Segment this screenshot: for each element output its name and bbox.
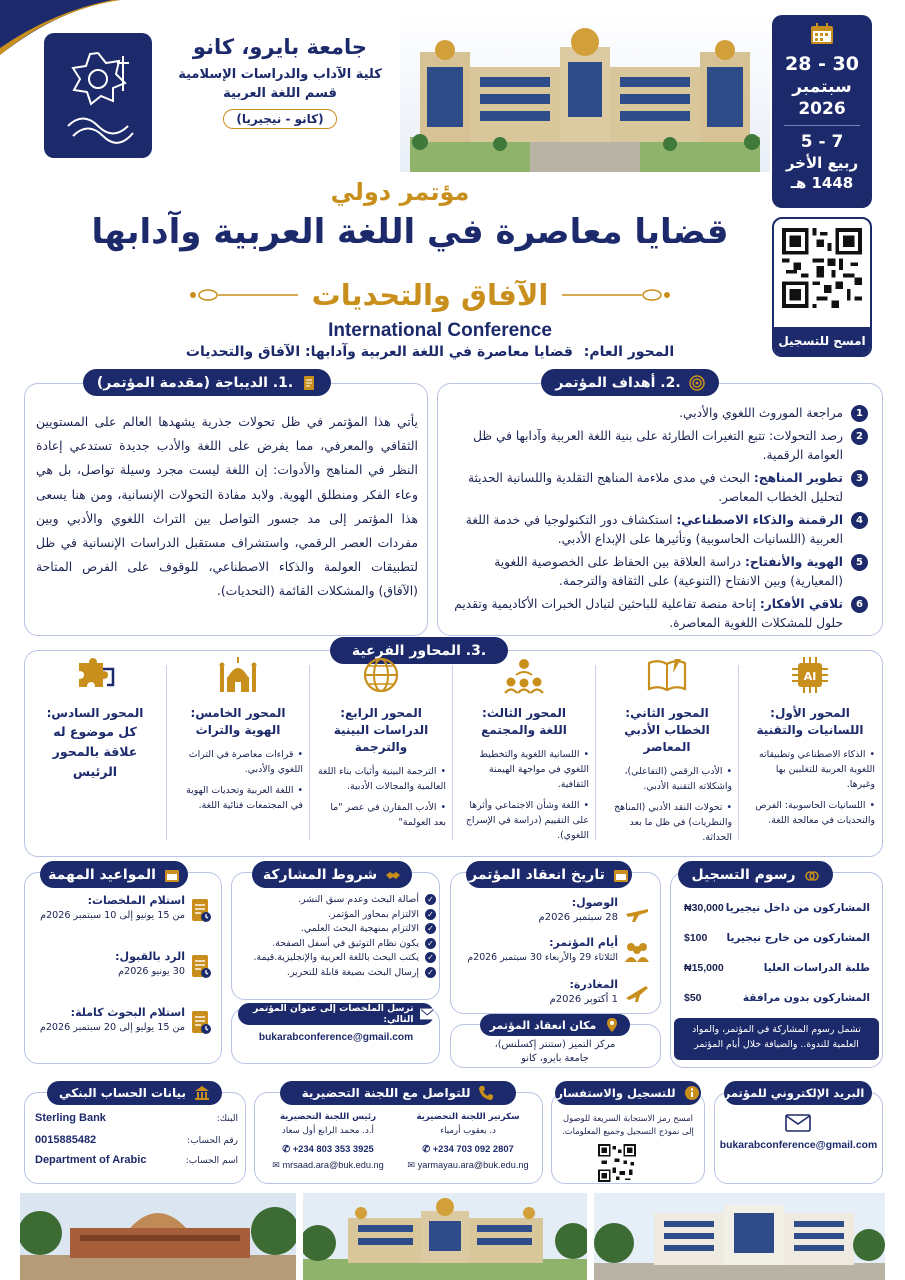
faculty-name: كلية الآداب والدراسات الإسلامية [178, 67, 382, 82]
airplane-departure-icon [624, 980, 650, 1006]
goal-text-wrap [446, 553, 843, 591]
secretary-email[interactable]: yarmayau.ara@buk.edu.ng [417, 1160, 529, 1170]
secretary-name: د. يعقوب أرمياء [440, 1126, 496, 1136]
venue-heading [480, 1014, 630, 1036]
email-heading-label: البريد الإلكتروني للمؤتمر [723, 1086, 865, 1100]
axis-number: المحور الثاني: [625, 706, 709, 720]
schedule-heading-label: تاريخ انعقاد المؤتمر [469, 866, 605, 883]
submission-email[interactable]: bukarabconference@gmail.com [258, 1032, 414, 1043]
goal-text: دراسة العلاقة بين الحفاظ على الخصوصية اللغوية (المعيارية) وبين الانفتاح (التنوعية) على الثقافة والترجمة. [494, 555, 843, 588]
axis-title: اللغة والمجتمع [481, 723, 567, 737]
deadline-document-icon [190, 1010, 212, 1036]
deadlines-heading-label: المواعيد المهمة [48, 866, 156, 883]
fee-amount: $100 [684, 932, 708, 944]
chair-phone[interactable]: +234 803 353 3925 [292, 1143, 374, 1154]
conference-subtitle: الآفاق والتحديات [311, 278, 549, 312]
axis-point: • اللغة العربية وتحديات الهوية في المجتمعات فنائية اللغة. [173, 783, 303, 813]
fee-label: طلبة الدراسات العليا [763, 962, 870, 974]
arrival-value: 28 سبتمبر 2026م [538, 912, 618, 923]
bank-heading [47, 1081, 222, 1105]
university-header [160, 35, 400, 129]
goal-text-wrap [679, 404, 843, 423]
axis-number: المحور الثالث: [482, 706, 566, 720]
axis-title: كل موضوع له علاقة بالمحور الرئيس [52, 724, 138, 779]
deadline-label: الرد بالقبول: [115, 950, 185, 963]
deadlines-heading [40, 861, 188, 888]
qr-scan-label: امسح للتسجيل [774, 327, 870, 355]
deadline-label: استلام الملخصات: [87, 894, 185, 907]
phone-icon [478, 1085, 494, 1101]
fees-heading-label: رسوم التسجيل [691, 866, 796, 883]
condition-text: أصالة البحث وعدم سبق النشر. [298, 894, 419, 905]
axis-item [602, 655, 732, 850]
hijri-days: 5 - 7 [800, 132, 844, 152]
venue-heading-label: مكان انعقاد المؤتمر [489, 1018, 597, 1032]
university-building-photo [303, 1193, 587, 1280]
axis-point: • الأدب الرقمي (التفاعلي)، واشكلاته التقنية الأدبي. [602, 764, 732, 794]
bank-name-value: Sterling Bank [35, 1112, 106, 1124]
check-icon: ✓ [425, 938, 436, 949]
conference-kicker: مؤتمر دولي [330, 178, 470, 206]
secretary-role: سكرتير اللجنة التحضيرية [416, 1112, 520, 1122]
calendar-icon [164, 867, 180, 883]
deadline-document-icon [190, 898, 212, 924]
intro-paragraph: يأتي هذا المؤتمر في ظل تحولات جذرية يشهدها العالم على المستويين الثقافي والمعرفي، مما يفرض على اللغة والأدب جديدة تستدعي إعادة النظر في المناهج والأدوات: إن اللغة ليست مجرد وسيلة تواصل، بل هي وعاء الفكر ومنطلق الهوية. ولابد مفادة التحولات الإنسانية، ومن هنا يسعى هذا المؤتمر إلى مد جسور التواصل بين التراث اللغوي والأدبي وبين مفردات العصر الرقمي، واستشراف مستقبل الدراسات الإنسانية في ظل لتطبيقات العولمة والذكاء الاصطناعي، للوقوف على الفرص المتاحة (الآفاق) والمشكلات القائمة (التحديات). [36, 414, 418, 599]
axis-point: • الترجمة البينية وأثيات بناء اللغة العالمية والمجالات الأدبية. [316, 764, 446, 794]
target-icon [689, 375, 705, 391]
goal-number: 5 [851, 554, 868, 571]
envelope-icon: ✉ [407, 1160, 418, 1170]
conference-dates-card [772, 15, 872, 208]
secretary-phone[interactable]: +234 703 092 2807 [432, 1143, 514, 1154]
goal-text-wrap [446, 427, 843, 465]
goal-number: 4 [851, 512, 868, 529]
goal-text: البحث في مدى ملاءمة المناهج التقلدية واللسانية الحديثة لتحليل الخطاب المعاصر. [467, 471, 843, 504]
fee-amount: ₦15,000 [684, 962, 724, 974]
fees-note-text: تشمل رسوم المشاركة في المؤتمر، والمواد العلمية للندوة.. والضيافة خلال أيام المؤتمر [692, 1024, 861, 1050]
svg-text:AI: AI [803, 670, 817, 683]
deadline-document-icon [190, 954, 212, 980]
deadline-item [30, 1006, 185, 1033]
axis-divider [595, 665, 596, 840]
conditions-heading-label: شروط المشاركة [262, 866, 378, 883]
info-icon [684, 1085, 700, 1101]
deadline-value: من 15 يونيو إلى 10 سبتمبر 2026م [40, 910, 185, 921]
goal-keyword: الهوية والأنفتاح: [744, 555, 843, 569]
axis-point: • اللسانية اللغوية والتخطيط اللغوي في مواجهة الهيمنة الثقافية. [459, 747, 589, 792]
fee-label: المشاركون من داخل نيجيريا [725, 902, 870, 914]
goal-text: استكشاف دور التكنولوجيا في خدمة اللغة العربية (اللسانيات الحاسوبية) وتأثيرها على الإبداع الأدبي. [465, 513, 843, 546]
check-icon: ✓ [425, 923, 436, 934]
goal-item [446, 595, 868, 633]
fee-amount: ₦30,000 [684, 902, 724, 914]
conference-english-title: International Conference [328, 320, 552, 341]
fee-label: المشاركون من خارج نيجيريا [726, 932, 870, 944]
account-name-label: اسم الحساب: [185, 1156, 238, 1166]
axis-point: • قراءات معاصرة في التراث اللغوي والأدبي. [173, 747, 303, 777]
register-text: امسح رمز الاستجابة السريعة للوصول إلى نموذج التسجيل وجميع المعلومات. [562, 1113, 694, 1136]
account-number-label: رقم الحساب: [187, 1136, 238, 1146]
axis-title: الدراسات البينية والترجمة [333, 723, 429, 754]
axis-divider [309, 665, 310, 840]
fee-amount: $50 [684, 992, 702, 1004]
city-label: (كانو - نيجيريا) [223, 109, 336, 129]
departure-label: المغادرة: [569, 978, 618, 991]
register-heading [555, 1081, 701, 1105]
email-panel [714, 1092, 883, 1184]
submission-heading [238, 1003, 434, 1025]
check-icon: ✓ [425, 952, 436, 963]
days-block [456, 936, 618, 963]
qr-code-icon[interactable] [598, 1144, 636, 1182]
contact-heading-label: للتواصل مع اللجنة التحضيرية [301, 1086, 471, 1100]
conference-title: قضايا معاصرة في اللغة العربية وآدابها [91, 212, 729, 252]
department-name: قسم اللغة العربية [223, 86, 337, 101]
contact-heading [280, 1081, 516, 1105]
arrival-block [470, 896, 618, 923]
goal-text-wrap [446, 469, 843, 507]
deadline-value: من 15 يوليو إلى 20 سبتمبر 2026م [39, 1022, 185, 1033]
axis-divider [452, 665, 453, 840]
envelope-icon: ✉ [272, 1160, 283, 1170]
venue-line-1: مركز التميز (ستنتر إكسلنس)، [494, 1039, 616, 1050]
account-number-value: 0015885482 [35, 1134, 97, 1146]
deadline-value: 30 يونيو 2026م [118, 966, 185, 977]
goals-heading [541, 369, 719, 396]
condition-text: الالتزام بمحاور المؤتمر. [327, 908, 419, 920]
axis-point: • اللغة وشأن الاجتماعي وأثرها على التقييم (دراسة في الإسراج اللغوي). [459, 798, 589, 843]
goal-keyword: تطوير المناهج: [753, 471, 843, 485]
goal-item [446, 553, 868, 591]
goal-item [446, 427, 868, 465]
chair-block [258, 1110, 398, 1172]
goal-text: رصد التحولات: تتبع التغيرات الطارئة على بنية اللغة العربية وآدابها في ظل العوامة الرقمية. [473, 429, 843, 462]
condition-text: إرسال البحث بصيغة قابلة للتحرير. [286, 966, 419, 978]
chair-role: رئيس اللجنة التحضيرية [279, 1112, 377, 1122]
condition-item [240, 967, 436, 978]
globe-icon [359, 686, 403, 705]
rings-icon [804, 867, 820, 883]
email-heading [724, 1081, 872, 1105]
goal-text: إتاحة منصة تفاعلية للباحثين لتبادل الخبرات الأكاديمية وتقديم حلول للمشكلات اللغوية المعاصرة. [454, 597, 843, 630]
calendar-icon [810, 23, 834, 45]
goal-item [446, 511, 868, 549]
venue-line-2: جامعة بايرو، كانو [521, 1053, 589, 1064]
registration-qr-card[interactable] [772, 217, 872, 357]
goals-list [446, 404, 868, 637]
axis-number: المحور الرابع: [340, 706, 422, 720]
calendar-icon [613, 867, 629, 883]
axis-points [602, 764, 732, 845]
goal-text: مراجعة الموروث اللغوي والأدبي. [679, 406, 843, 420]
secretary-phone-row[interactable] [398, 1142, 538, 1156]
condition-item [240, 952, 436, 963]
axis-points [173, 747, 303, 813]
secretary-block [398, 1110, 538, 1172]
date-divider [784, 125, 860, 126]
university-building-photo [400, 12, 770, 172]
venue-text [460, 1038, 650, 1066]
fee-label: المشاركون بدون مرافقة [742, 992, 870, 1004]
axis-point: • الأدب المقارن في عصر "ما بعد العولمة" [316, 800, 446, 830]
goal-number: 3 [851, 470, 868, 487]
goal-keyword: تلاقي الأفكار: [759, 597, 843, 611]
document-icon [301, 375, 317, 391]
location-pin-icon [604, 1017, 620, 1033]
axis-divider [166, 665, 167, 840]
people-network-icon [502, 686, 546, 705]
condition-text: الالتزام بمنهجية البحث العلمي. [300, 923, 419, 934]
goal-text-wrap [446, 511, 843, 549]
bank-heading-label: بيانات الحساب البنكي [59, 1086, 186, 1100]
schedule-heading [466, 861, 632, 888]
arrival-label: الوصول: [571, 896, 618, 909]
goal-item [446, 404, 868, 423]
departure-value: 1 أكتوبر 2026م [549, 994, 618, 1005]
intro-heading [83, 369, 331, 396]
envelope-icon [785, 1114, 811, 1132]
days-label: أيام المؤتمر: [549, 936, 618, 949]
general-axis-line [160, 344, 700, 360]
fees-heading [678, 861, 833, 888]
ornament-icon [188, 288, 298, 302]
condition-item [240, 923, 436, 934]
university-logo [44, 33, 152, 158]
goal-keyword: الرقمنة والذكاء الاصطناعي: [676, 513, 843, 527]
ornament-icon [562, 288, 672, 302]
goal-item [446, 469, 868, 507]
handshake-icon [385, 867, 401, 883]
goal-number: 2 [851, 428, 868, 445]
secretary-email-row[interactable] [398, 1158, 538, 1172]
conditions-list [240, 894, 436, 981]
axis-points [316, 764, 446, 830]
ai-chip-icon [788, 670, 832, 705]
airplane-arrival-icon [624, 900, 650, 926]
conference-email[interactable]: bukarabconference@gmail.com [719, 1140, 878, 1151]
axis-number: المحور الأول: [770, 706, 850, 720]
phone-icon: ✆ [282, 1143, 293, 1154]
axis-item [173, 655, 303, 850]
axis-item [745, 655, 875, 850]
departure-block [470, 978, 618, 1005]
axis-number: المحور الخامس: [190, 706, 286, 720]
hijri-month: ربيع الأخر [785, 154, 859, 172]
condition-text: يكتب البحث باللغة العربية والإنجليزية.قيمة. [253, 952, 419, 963]
axis-title: اللسانيات والتقنية [756, 723, 864, 737]
conference-subtitle-row [180, 275, 680, 315]
campus-gate-photo [20, 1193, 296, 1280]
goals-heading-label: .2. أهداف المؤتمر [555, 374, 681, 391]
intro-heading-label: .1. الديباجة (مقدمة المؤتمر) [96, 374, 294, 391]
campus-building-photo [594, 1193, 885, 1280]
check-icon: ✓ [425, 909, 436, 920]
mosque-icon [216, 686, 260, 705]
gregorian-days: 28 - 30 [785, 53, 859, 75]
deadline-item [30, 950, 185, 977]
axis-point: • الذكاء الاصطناعي وتطبيقاته اللغوية العربية للتغلبين بها وغيرها. [745, 747, 875, 792]
goal-text-wrap [446, 595, 843, 633]
chair-email[interactable]: mrsaad.ara@buk.edu.ng [282, 1160, 384, 1170]
axis-points [459, 747, 589, 843]
people-icon [624, 940, 650, 964]
general-axis-text: قضايا معاصرة في اللغة العربية وآدابها: الآفاق والتحديات [185, 344, 573, 360]
qr-code-icon[interactable] [782, 228, 862, 308]
chair-phone-row[interactable] [258, 1142, 398, 1156]
axis-item [459, 655, 589, 850]
check-icon: ✓ [425, 894, 436, 905]
register-heading-label: للتسجيل والاستفسار [556, 1086, 676, 1100]
bank-icon [194, 1085, 210, 1101]
puzzle-icon [73, 686, 117, 705]
condition-item [240, 894, 436, 905]
bank-name-label: البنك: [216, 1114, 238, 1124]
gregorian-year: 2026 [798, 99, 846, 119]
axis-title: الهوية والتراث [195, 723, 281, 737]
check-icon: ✓ [425, 967, 436, 978]
deadline-item [30, 894, 185, 921]
axis-title: الخطاب الأدبي المعاصر [624, 723, 710, 754]
axis-points [745, 747, 875, 828]
open-book-icon [645, 686, 689, 705]
chair-name: أ.د. محمد الرابع أول سعاد [282, 1126, 374, 1136]
condition-item [240, 938, 436, 949]
chair-email-row[interactable] [258, 1158, 398, 1172]
condition-text: يكون نظام التوثيق في أسفل الصفحة. [272, 937, 419, 949]
fees-note [674, 1018, 879, 1060]
axis-number: المحور السادس: [46, 706, 144, 720]
account-name-value: Department of Arabic [35, 1154, 147, 1166]
hijri-year: 1448 هـ [790, 174, 854, 192]
axis-point: • اللسانيات الحاسوبية: الفرص والتحديات في معالجة اللغة. [745, 798, 875, 828]
goal-number: 6 [851, 596, 868, 613]
envelope-icon [420, 1008, 434, 1020]
conditions-heading [252, 861, 412, 888]
condition-item [240, 909, 436, 920]
gregorian-month: سبتمبر [792, 77, 852, 97]
university-name: جامعة بايرو، كانو [192, 35, 368, 59]
submission-label: ترسل الملخصات إلى عنوان المؤتمر التالي: [252, 1003, 414, 1025]
days-value: الثلاثاء 29 والأربعاء 30 سبتمبر 2026م [467, 952, 618, 963]
axis-divider [738, 665, 739, 840]
phone-icon: ✆ [422, 1143, 433, 1154]
axis-point: • تحولات النقد الأدبي (المناهج والنظريات) في ظل ما بعد الحداثة. [602, 800, 732, 845]
deadline-label: استلام البحوث كاملة: [70, 1006, 185, 1019]
general-axis-label: المحور العام: [583, 344, 675, 360]
axis-item [316, 655, 446, 850]
goal-number: 1 [851, 405, 868, 422]
axis-item [30, 655, 160, 850]
axes-heading-label: .3. المحاور الفرعية [351, 642, 487, 659]
